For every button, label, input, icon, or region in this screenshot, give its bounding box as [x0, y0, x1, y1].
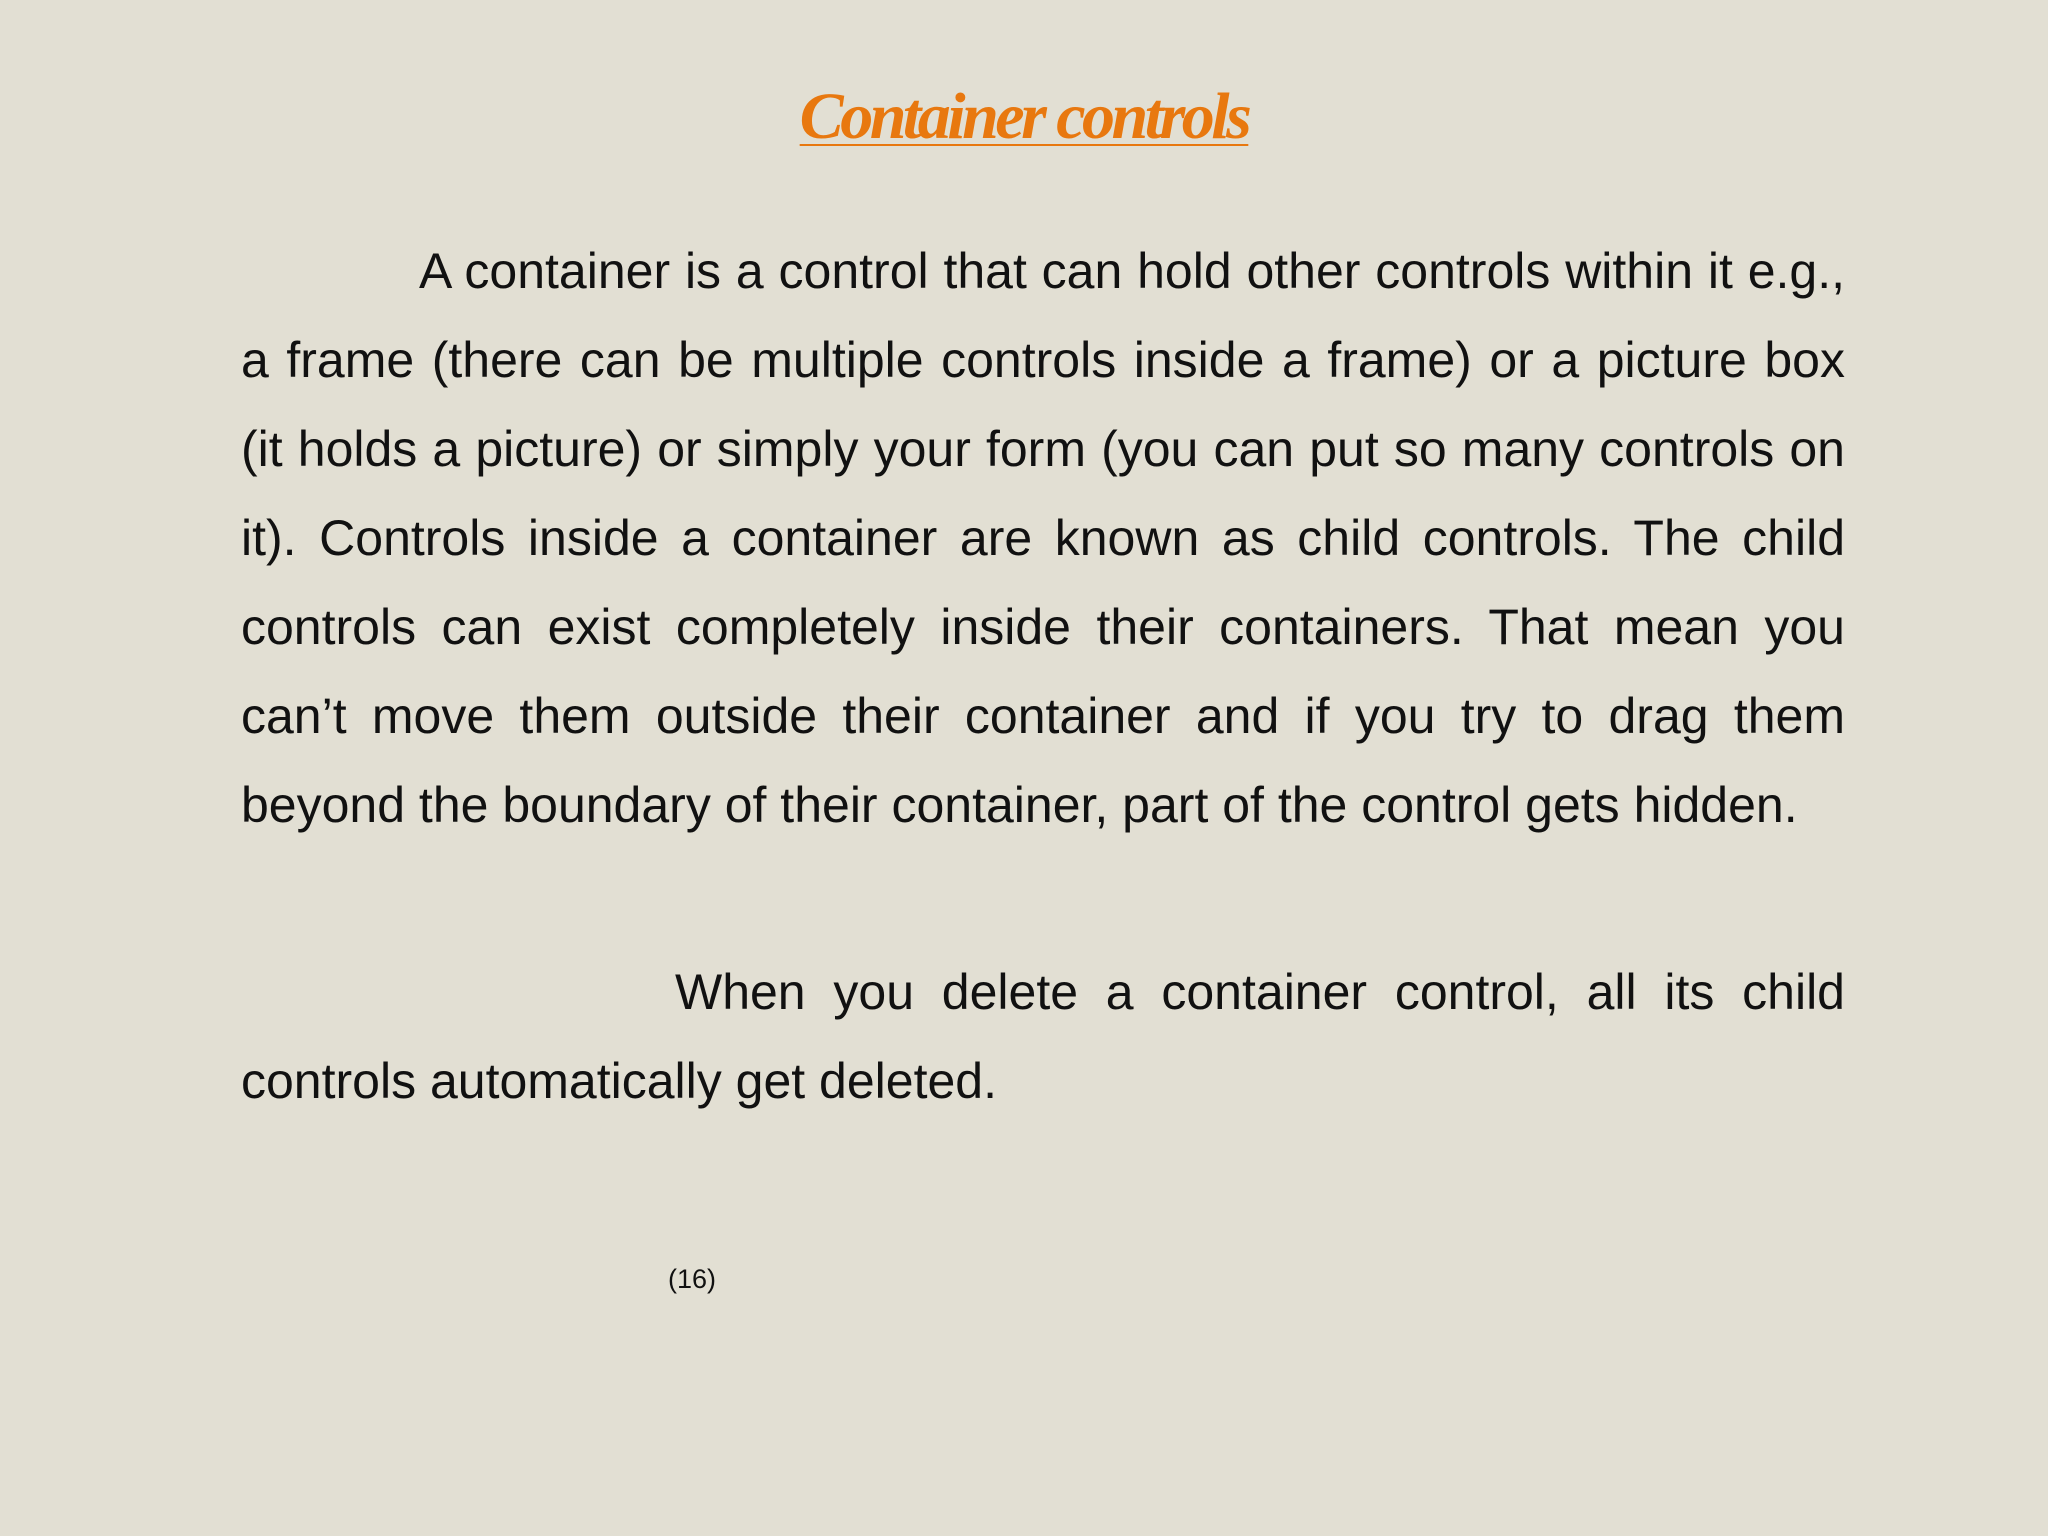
paragraph-container-definition: A container is a control that can hold other controls within it e.g., a frame (there can be multiple controls inside a frame) or a picture box (it holds a picture) or simply your form (you can put so many controls on it). Controls inside a container are known as child controls. The child controls can exist completely inside their containers. That mean you can’t move them outside their container and if you try to drag them beyond the boundary of their container, part of the control gets hidden.: [241, 243, 1845, 833]
slide-title: Container controls: [799, 80, 1249, 153]
page-number: (16): [668, 1264, 717, 1294]
paragraph-delete-behavior: When you delete a container control, all its child controls automatically get deleted.: [241, 964, 1845, 1109]
